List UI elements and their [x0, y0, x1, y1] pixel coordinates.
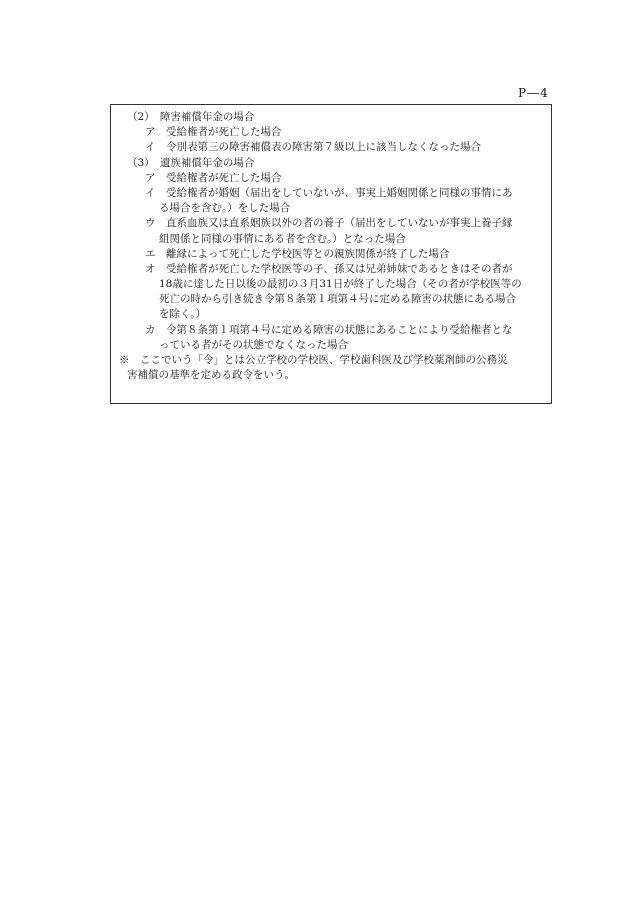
text-line: 組関係と同様の事情にある者を含む。）となった場合: [159, 232, 406, 245]
footnote-line: ※ ここでいう「令」とは公立学校の学校医、学校歯科医及び学校薬剤師の公務災: [119, 354, 508, 366]
text-line: 死亡の時から引き続き令第８条第１項第４号に定める障害の状態にある場合: [159, 293, 516, 306]
text-line: っている者がその状態でなくなった場合: [159, 338, 348, 351]
text-line: ウ 直系血族又は直系姻族以外の者の養子（届出をしていないが事実上養子縁: [145, 217, 513, 230]
notice-box: [110, 104, 552, 404]
text-line: イ 受給権者が婚姻（届出をしていないが、事実上婚姻関係と同様の事情にあ: [145, 186, 513, 199]
text-line: （2） 障害補償年金の場合: [127, 111, 255, 123]
text-line: イ 令別表第三の障害補償表の障害第７級以上に該当しなくなった場合: [145, 141, 481, 154]
text-line: を除く。）: [159, 308, 207, 321]
text-line: エ 離縁によって死亡した学校医等との親族関係が終了した場合: [145, 247, 450, 260]
text-line: ア 受給権者が死亡した場合: [145, 171, 282, 184]
page-number: P―4: [518, 86, 549, 100]
notice-content: [119, 110, 545, 383]
text-line: 18歳に達した日以後の最初の３月31日が終了した場合（その者が学校医等の: [159, 278, 522, 291]
text-line: る場合を含む。）をした場合: [159, 202, 291, 215]
text-line: オ 受給権者が死亡した学校医等の子、孫又は兄弟姉妹であるときはその者が: [145, 262, 513, 275]
text-line: （3） 遺族補償年金の場合: [127, 156, 255, 169]
text-line: ア 受給権者が死亡した場合: [145, 126, 282, 139]
footnote-line: 害補償の基準を定める政令をいう。: [127, 369, 295, 382]
text-line: カ 令第８条第１項第４号に定める障害の状態にあることにより受給権者とな: [145, 323, 513, 336]
